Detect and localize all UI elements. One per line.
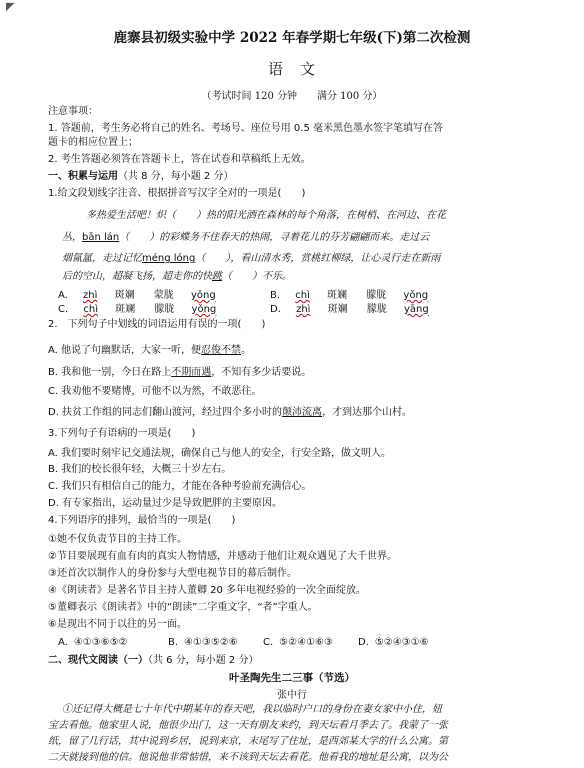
section2-heading-text: 二、现代文阅读（一） <box>48 655 148 666</box>
q1-stem: 1.给文段划线字注音、根据拼音写汉字全对的一项是( ) <box>48 188 306 199</box>
option-text: ⑤②④③①⑥ <box>374 637 429 648</box>
option-text: D. 扶贫工作组的同志们翻山渡河，经过四个多小时的 <box>48 407 283 418</box>
q1-passage-segment: （ ）不乐。 <box>222 271 292 282</box>
article-para-line-3: 纸，留了几行话，其中说到乡居，说到来京，末尾写了住址，是西郊某大学的什么公寓。第 <box>48 736 448 747</box>
q3-stem: 3.下列句子有语病的一项是( ) <box>48 428 196 439</box>
q1-passage-segment: （ ），看山清水秀，赏桃红柳绿，让心灵行走在新雨 <box>195 253 441 264</box>
q1-option-d <box>270 303 429 316</box>
exam-title: 鹿寨县初级实验中学 2022 年春学期七年级(下)第二次检测 <box>113 30 471 46</box>
option-word: 朦胧 <box>366 290 387 301</box>
section2-heading <box>48 654 258 667</box>
q3-option-b: B. 我们的校长很年轻，大概三十岁左右。 <box>48 464 232 475</box>
q2-stem: 2. 下列句子中划线的词语运用有误的一项( ) <box>48 319 266 330</box>
article-para-line-1: ①还记得大概是七十年代中期某年的春天吧，我以临时户口的身份在妻女家中小住，妞 <box>62 704 442 715</box>
option-underlined: 忍俊不禁 <box>201 345 242 356</box>
q1-passage-line-1: 多热爱生活吧！炽（ ）热的阳光洒在森林的每个角落，在树梢、在河边、在花 <box>86 210 446 221</box>
section2-heading-suffix: （共 6 分，每小题 2 分） <box>148 655 259 666</box>
option-pinyin: zhì <box>83 290 98 301</box>
q4-item-5: ⑤董卿表示《朗读者》中的“朗读”二字重文字，“者”字重人。 <box>48 602 318 613</box>
q4-option-b <box>168 636 238 649</box>
q4-option-d <box>358 636 429 649</box>
option-letter: D. <box>270 304 281 315</box>
notes-heading: 注意事项： <box>48 106 98 117</box>
q2-option-b <box>48 366 311 379</box>
q3-option-a: A. 我们要时刻牢记交通法规，确保自己与他人的安全，行安全路，做文明人。 <box>48 448 392 459</box>
q2-option-d <box>48 406 412 419</box>
section1-heading-suffix: （共 8 分，每小题 2 分） <box>118 171 234 182</box>
option-word: 斑斓 <box>327 304 348 315</box>
q4-option-c <box>263 636 333 649</box>
option-text: A. 他说了句幽默话，大家一听，便 <box>48 345 202 356</box>
option-letter: C. <box>263 637 274 648</box>
q1-passage-segment: 丛， <box>62 232 82 243</box>
notes-item-1: 1. 答题前，考生务必将自己的姓名、考场号、座位号用 0.5 毫米黑色墨水签字笔填写在答 <box>48 123 443 134</box>
q1-underlined-char: 跳 <box>212 271 222 282</box>
option-pinyin: yǒng <box>403 290 429 301</box>
option-underlined: 不期而遇 <box>171 367 212 378</box>
notes-item-1-cont: 题卡的相应位置上； <box>48 137 138 148</box>
option-pinyin: chì <box>83 304 98 315</box>
q2-option-a <box>48 344 251 357</box>
q4-option-a <box>58 636 128 649</box>
notes-item-2: 2. 考生答题必须答在答题卡上，答在试卷和草稿纸上无效。 <box>48 154 311 165</box>
q3-option-d: D. 有专家指出，运动量过少是导致肥胖的主要原因。 <box>48 498 283 509</box>
option-word: 朦胧 <box>366 304 387 315</box>
option-text: ④①③⑥⑤② <box>73 637 128 648</box>
option-word: 朦胧 <box>154 304 175 315</box>
option-letter: C. <box>58 304 69 315</box>
q1-passage-line-3 <box>62 252 440 265</box>
q4-item-3: ③还首次以制作人的身份参与大型电视节目的幕后制作。 <box>48 568 297 579</box>
q4-item-6: ⑥是现出不同于以往的另一面。 <box>48 619 187 630</box>
q1-pinyin-menglong: méng lóng <box>142 253 196 264</box>
option-word: 斑斓 <box>114 290 135 301</box>
q4-stem: 4.下列语序的排列，最恰当的一项是( ) <box>48 515 236 526</box>
option-text: ，才到达那个山村。 <box>322 407 413 418</box>
option-word: 斑斓 <box>327 290 348 301</box>
option-pinyin: chì <box>295 290 310 301</box>
option-text: B. 我和他一别，今日在路上 <box>48 367 172 378</box>
option-text: ⑤②④①⑥③ <box>279 637 333 648</box>
q1-passage-line-2 <box>62 231 429 244</box>
q1-passage-segment: 烟氤氲，走过记忆 <box>62 253 142 264</box>
option-text: 。 <box>241 345 252 356</box>
option-letter: B. <box>270 290 281 301</box>
option-text: ④①③⑤②⑥ <box>184 637 238 648</box>
q1-passage-segment: 后的空山，超凝飞扬，超走你的快 <box>62 271 212 282</box>
option-text: ，不知有多少话要说。 <box>211 367 312 378</box>
q1-option-c <box>58 303 216 316</box>
q1-pinyin-banlan: bān lán <box>82 232 120 243</box>
option-underlined: 颠沛流离 <box>282 407 323 418</box>
q3-option-c: C. 我们只有相信自己的能力，才能在各种考验前充满信心。 <box>48 481 312 492</box>
exam-subject: 语 文 <box>267 60 316 78</box>
q1-option-b <box>270 289 428 302</box>
corner-mark: ◤ <box>6 0 15 13</box>
option-letter: B. <box>168 637 179 648</box>
option-word: 蒙胧 <box>153 290 174 301</box>
q2-option-c: C. 我劝他不要赌博，可他不以为然，不敢恶往。 <box>48 386 262 397</box>
q1-option-a <box>58 289 216 302</box>
option-pinyin: yǒng <box>190 290 216 301</box>
q1-passage-segment: （ ）的彩蝶务不住春天的热闹，寻着花儿的芬芳翩翩而来。走过云 <box>119 232 430 243</box>
q4-item-4: ④《朗读者》是著名节目主持人董卿 20 多年电视经验的一次全面绽放。 <box>48 585 367 596</box>
option-pinyin: yǒng <box>191 304 217 315</box>
option-pinyin: yāng <box>404 304 429 315</box>
option-pinyin: zhì <box>296 304 311 315</box>
article-para-line-2: 宝去看他。他家里人说，他很少出门，这一天有朋友来约，到天坛看月季去了。我蒙了一张 <box>48 720 448 731</box>
option-letter: A. <box>58 290 68 301</box>
option-letter: D. <box>358 637 369 648</box>
q4-item-2: ②节目要展现有血有肉的真实人物情感，并感动于他们让观众遇见了大千世界。 <box>48 551 397 562</box>
exam-info: （考试时间 120 分钟 满分 100 分） <box>201 91 383 102</box>
option-letter: A. <box>58 637 68 648</box>
section1-heading <box>48 170 233 183</box>
article-para-line-4: 二天就接到他的信。他说他非常惦惜，来不该到天坛去看花。他看我的地址是公寓，以为公 <box>48 752 448 763</box>
section1-heading-text: 一、积累与运用 <box>48 171 118 182</box>
q1-passage-line-4 <box>62 270 292 283</box>
article-title: 叶圣陶先生二三事（节选） <box>229 672 355 684</box>
option-word: 斑斓 <box>115 304 136 315</box>
article-author: 张中行 <box>277 690 307 701</box>
q4-item-1: ①她不仅负责节目的主持工作。 <box>48 534 187 545</box>
